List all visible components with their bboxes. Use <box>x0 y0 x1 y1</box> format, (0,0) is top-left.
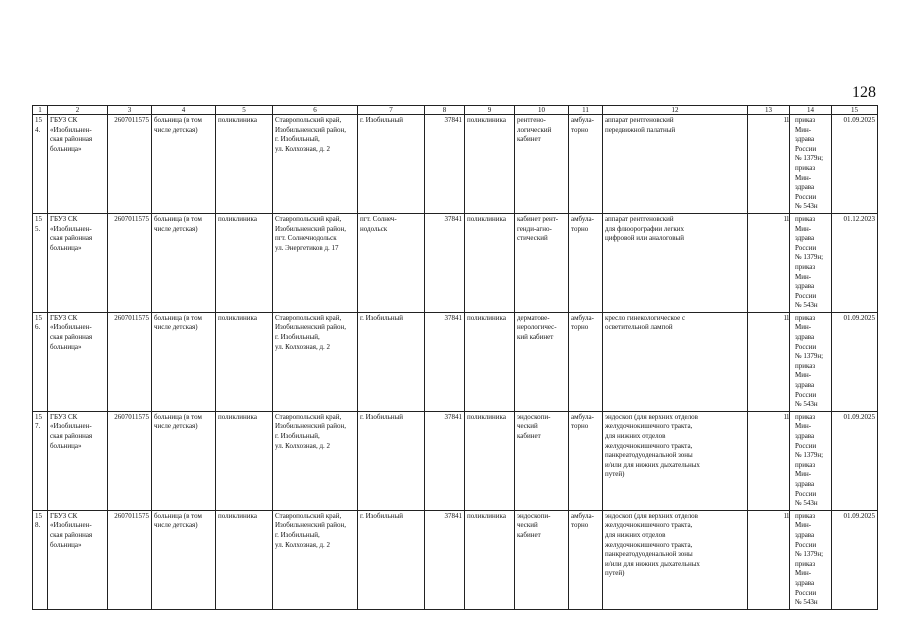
col-header-1: 1 <box>33 106 48 115</box>
locality: г. Изобильный <box>358 312 425 411</box>
row-number: 158. <box>33 510 48 609</box>
care-condition: амбула- торно <box>569 115 603 214</box>
facility-type: больница (в том числе детская) <box>152 213 216 312</box>
table-row <box>33 115 878 214</box>
code: 37841 <box>425 213 465 312</box>
row-number: 157. <box>33 411 48 510</box>
care-condition: амбула- торно <box>569 411 603 510</box>
organization-name: ГБУЗ СК «Изобильнен- ская районная больница» <box>48 510 108 609</box>
col-header-4: 4 <box>152 106 216 115</box>
equipment: эндоскоп (для верхних отделов желудочнокишечного тракта, для нижних отделов желудочнокишечного тракта, панкреатодуоденальной зоны и/или для нижних дыхательных путей) <box>603 510 748 609</box>
division: поликлиника <box>216 312 273 411</box>
care-condition: амбула- торно <box>569 510 603 609</box>
registry-table <box>32 105 878 610</box>
col-header-6: 6 <box>273 106 358 115</box>
organization-name: ГБУЗ СК «Изобильнен- ская районная больница» <box>48 115 108 214</box>
organization-name: ГБУЗ СК «Изобильнен- ская районная больница» <box>48 411 108 510</box>
code: 37841 <box>425 115 465 214</box>
col-header-5: 5 <box>216 106 273 115</box>
cabinet: дерматове- нерологичес- кий кабинет <box>515 312 569 411</box>
header-row <box>33 106 878 115</box>
quantity: 1 <box>748 213 790 312</box>
equipment: кресло гинекологическое с осветительной лампой <box>603 312 748 411</box>
order-basis-text: приказ Мин- здрава России № 1379н; приказ Мин- здрава России № 543н <box>795 116 824 211</box>
equipment: аппарат рентгеновский передвижной палатный <box>603 115 748 214</box>
col-header-9: 9 <box>465 106 515 115</box>
division: поликлиника <box>216 411 273 510</box>
col-header-11: 11 <box>569 106 603 115</box>
inn: 2607011575 <box>108 312 152 411</box>
locality: г. Изобильный <box>358 510 425 609</box>
order-basis-text: приказ Мин- здрава России № 1379н; приказ Мин- здрава России № 543н <box>795 214 824 310</box>
facility-type: больница (в том числе детская) <box>152 510 216 609</box>
cabinet: эндоскопи- ческий кабинет <box>515 411 569 510</box>
col-header-13: 13 <box>748 106 790 115</box>
organization-name: ГБУЗ СК «Изобильнен- ская районная больница» <box>48 312 108 411</box>
col-header-15: 15 <box>832 106 878 115</box>
locality: пгт. Солнеч- нодольск <box>358 213 425 312</box>
cabinet: эндоскопи- ческий кабинет <box>515 510 569 609</box>
locality: г. Изобильный <box>358 115 425 214</box>
order-basis: 1 приказ Мин- здрава России № 1379н; приказ Мин- здрава России № 543н <box>790 115 832 214</box>
row-number: 154. <box>33 115 48 214</box>
inn: 2607011575 <box>108 115 152 214</box>
department: поликлиника <box>465 411 515 510</box>
quantity: 1 <box>748 312 790 411</box>
inn: 2607011575 <box>108 213 152 312</box>
care-condition: амбула- торно <box>569 312 603 411</box>
address: Ставропольский край, Изобильненский район, г. Изобильный, ул. Колхозная, д. 2 <box>273 115 358 214</box>
quantity: 1 <box>748 411 790 510</box>
col-header-14: 14 <box>790 106 832 115</box>
row-number: 155. <box>33 213 48 312</box>
division: поликлиника <box>216 115 273 214</box>
equipment: аппарат рентгеновский для флюорографии легких цифровой или аналоговый <box>603 213 748 312</box>
address: Ставропольский край, Изобильненский район, г. Изобильный, ул. Колхозная, д. 2 <box>273 411 358 510</box>
cabinet: рентгено- логический кабинет <box>515 115 569 214</box>
table-row <box>33 411 878 510</box>
date: 01.12.2023 <box>832 213 878 312</box>
order-basis-text: приказ Мин- здрава России № 1379н; приказ Мин- здрава России № 543н <box>795 511 824 607</box>
order-basis-text: приказ Мин- здрава России № 1379н; приказ Мин- здрава России № 543н <box>795 313 824 409</box>
col-header-12: 12 <box>603 106 748 115</box>
order-basis: 1 приказ Мин- здрава России № 1379н; приказ Мин- здрава России № 543н <box>790 312 832 411</box>
col-header-8: 8 <box>425 106 465 115</box>
inn: 2607011575 <box>108 510 152 609</box>
equipment: эндоскоп (для верхних отделов желудочнокишечного тракта, для нижних отделов желудочнокишечного тракта, панкреатодуоденальной зоны и/или для нижних дыхательных путей) <box>603 411 748 510</box>
order-basis-text: приказ Мин- здрава России № 1379н; приказ Мин- здрава России № 543н <box>795 412 824 508</box>
date: 01.09.2025 <box>832 312 878 411</box>
division: поликлиника <box>216 510 273 609</box>
cabinet: кабинет рент- генди-агно- стический <box>515 213 569 312</box>
facility-type: больница (в том числе детская) <box>152 312 216 411</box>
code: 37841 <box>425 510 465 609</box>
facility-type: больница (в том числе детская) <box>152 115 216 214</box>
facility-type: больница (в том числе детская) <box>152 411 216 510</box>
col-header-7: 7 <box>358 106 425 115</box>
address: Ставропольский край, Изобильненский район, г. Изобильный, ул. Колхозная, д. 2 <box>273 510 358 609</box>
code: 37841 <box>425 411 465 510</box>
locality: г. Изобильный <box>358 411 425 510</box>
department: поликлиника <box>465 115 515 214</box>
order-basis: 1 приказ Мин- здрава России № 1379н; приказ Мин- здрава России № 543н <box>790 213 832 312</box>
inn: 2607011575 <box>108 411 152 510</box>
address: Ставропольский край, Изобильненский район, г. Изобильный, ул. Колхозная, д. 2 <box>273 312 358 411</box>
code: 37841 <box>425 312 465 411</box>
order-basis: 1 приказ Мин- здрава России № 1379н; приказ Мин- здрава России № 543н <box>790 411 832 510</box>
col-header-3: 3 <box>108 106 152 115</box>
department: поликлиника <box>465 312 515 411</box>
care-condition: амбула- торно <box>569 213 603 312</box>
row-number: 156. <box>33 312 48 411</box>
table-row <box>33 312 878 411</box>
table-row <box>33 510 878 609</box>
address: Ставропольский край, Изобильненский район, пгт. Солнечнодольск ул. Энергетиков д. 17 <box>273 213 358 312</box>
quantity: 1 <box>748 115 790 214</box>
table-row <box>33 213 878 312</box>
department: поликлиника <box>465 510 515 609</box>
quantity: 1 <box>748 510 790 609</box>
order-basis: 1 приказ Мин- здрава России № 1379н; приказ Мин- здрава России № 543н <box>790 510 832 609</box>
date: 01.09.2025 <box>832 115 878 214</box>
department: поликлиника <box>465 213 515 312</box>
date: 01.09.2025 <box>832 510 878 609</box>
page-number: 128 <box>852 84 876 101</box>
col-header-10: 10 <box>515 106 569 115</box>
organization-name: ГБУЗ СК «Изобильнен- ская районная больница» <box>48 213 108 312</box>
division: поликлиника <box>216 213 273 312</box>
col-header-2: 2 <box>48 106 108 115</box>
date: 01.09.2025 <box>832 411 878 510</box>
